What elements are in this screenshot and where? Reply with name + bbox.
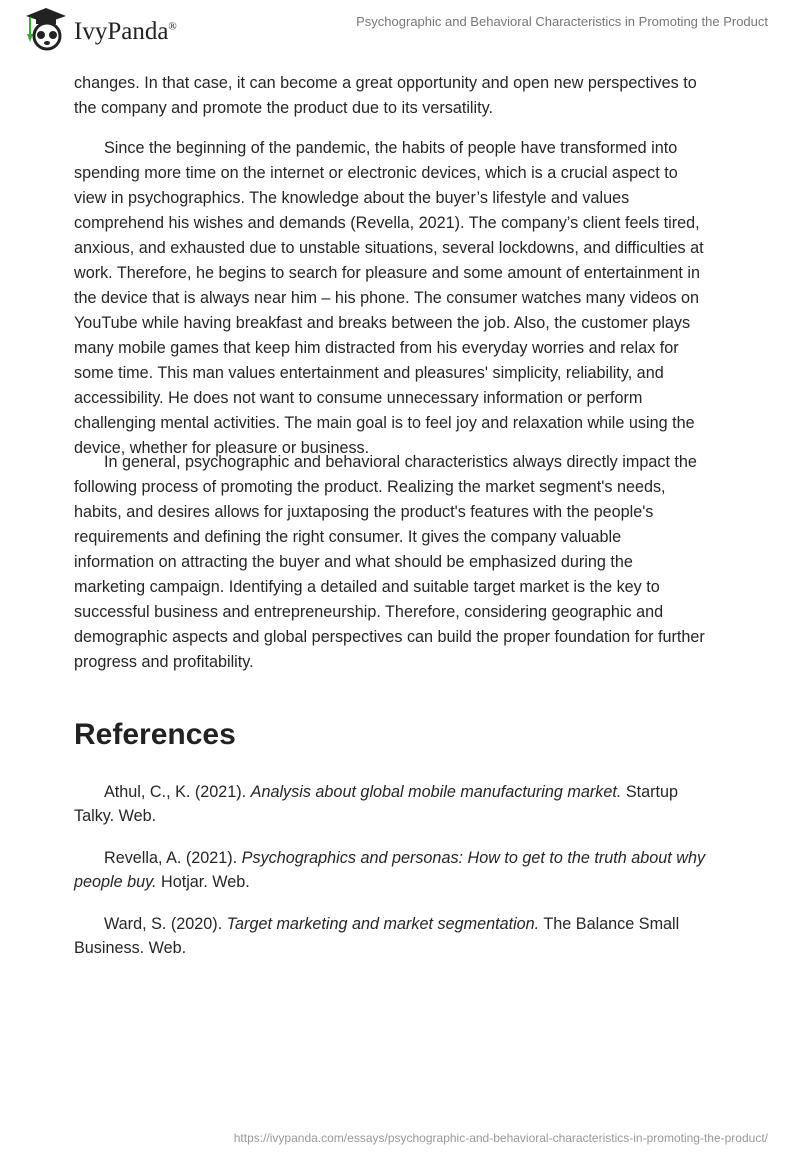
paragraph-line: view in psychographics. The knowledge about the buyer’s lifestyle and values [74,189,630,207]
paragraph-line: accessibility. He does not want to consume unnecessary information or perform [74,389,643,407]
document-title: Psychographic and Behavioral Characteristics in Promoting the Product [356,14,768,29]
paragraph-line: the device that is always near him – his phone. The consumer watches many videos on [74,289,700,307]
reference-item-cont: Talky. Web. [74,807,157,825]
paragraph-line: successful business and entrepreneurship. Therefore, considering geographic and [74,603,664,621]
reference-item-cont: people buy. Hotjar. Web. [74,873,250,891]
paragraph-line: many mobile games that keep him distracted from his everyday worries and relax for [74,339,679,357]
reference-item-cont: Business. Web. [74,939,187,957]
paragraph-line: In general, psychographic and behavioral characteristics always directly impact the [104,453,697,471]
paragraph-line: information on attracting the buyer and what should be emphasized during the [74,553,633,571]
paragraph-line: device, whether for pleasure or business. [74,439,370,457]
paragraph-line: spending more time on the internet or electronic devices, which is a crucial aspect to [74,164,678,182]
paragraph-line: work. Therefore, he begins to search for pleasure and some amount of entertainment in [74,264,700,282]
paragraph-line: some time. This man values entertainment and pleasures' simplicity, reliability, and [74,364,664,382]
paragraph-line: following process of promoting the product. Realizing the market segment's needs, [74,478,666,496]
paragraph-line: marketing campaign. Identifying a detailed and suitable target market is the key to [74,578,660,596]
panda-graduate-icon [22,6,68,52]
reference-item: Athul, C., K. (2021). Analysis about global mobile manufacturing market. Startup [104,783,679,801]
reference-item: Ward, S. (2020). Target marketing and market segmentation. The Balance Small [104,915,680,933]
source-url[interactable]: https://ivypanda.com/essays/psychographic-and-behavioral-characteristics-in-promoting-the-product/ [233,1131,768,1145]
paragraph-line: anxious, and exhausted due to unstable situations, several lockdowns, and difficulties at [74,239,704,257]
paragraph-line: habits, and desires allows for juxtaposing the product's features with the people's [74,503,654,521]
paragraph-line: demographic aspects and global perspectives can build the proper foundation for further [74,628,705,646]
brand-name: IvyPanda [74,18,169,45]
paragraph-line: changes. In that case, it can become a great opportunity and open new perspectives to [74,74,697,92]
registered-mark: ® [168,20,177,33]
paragraph-line: YouTube while having breakfast and breaks between the job. Also, the customer plays [74,314,691,332]
paragraph-line: Since the beginning of the pandemic, the habits of people have transformed into [104,139,678,157]
reference-item: Revella, A. (2021). Psychographics and personas: How to get to the truth about why [104,849,706,867]
ivypanda-logo[interactable] [22,6,177,52]
paragraph-line: challenging mental activities. The main goal is to feel joy and relaxation while using the [74,414,695,432]
paragraph-line: requirements and defining the right consumer. It gives the company valuable [74,528,622,546]
paragraph-line: the company and promote the product due to its versatility. [74,99,494,117]
paragraph-line: comprehend his wishes and demands (Revella, 2021). The company’s client feels tired, [74,214,700,232]
references-heading: References [74,718,236,751]
paragraph-line: progress and profitability. [74,653,254,671]
